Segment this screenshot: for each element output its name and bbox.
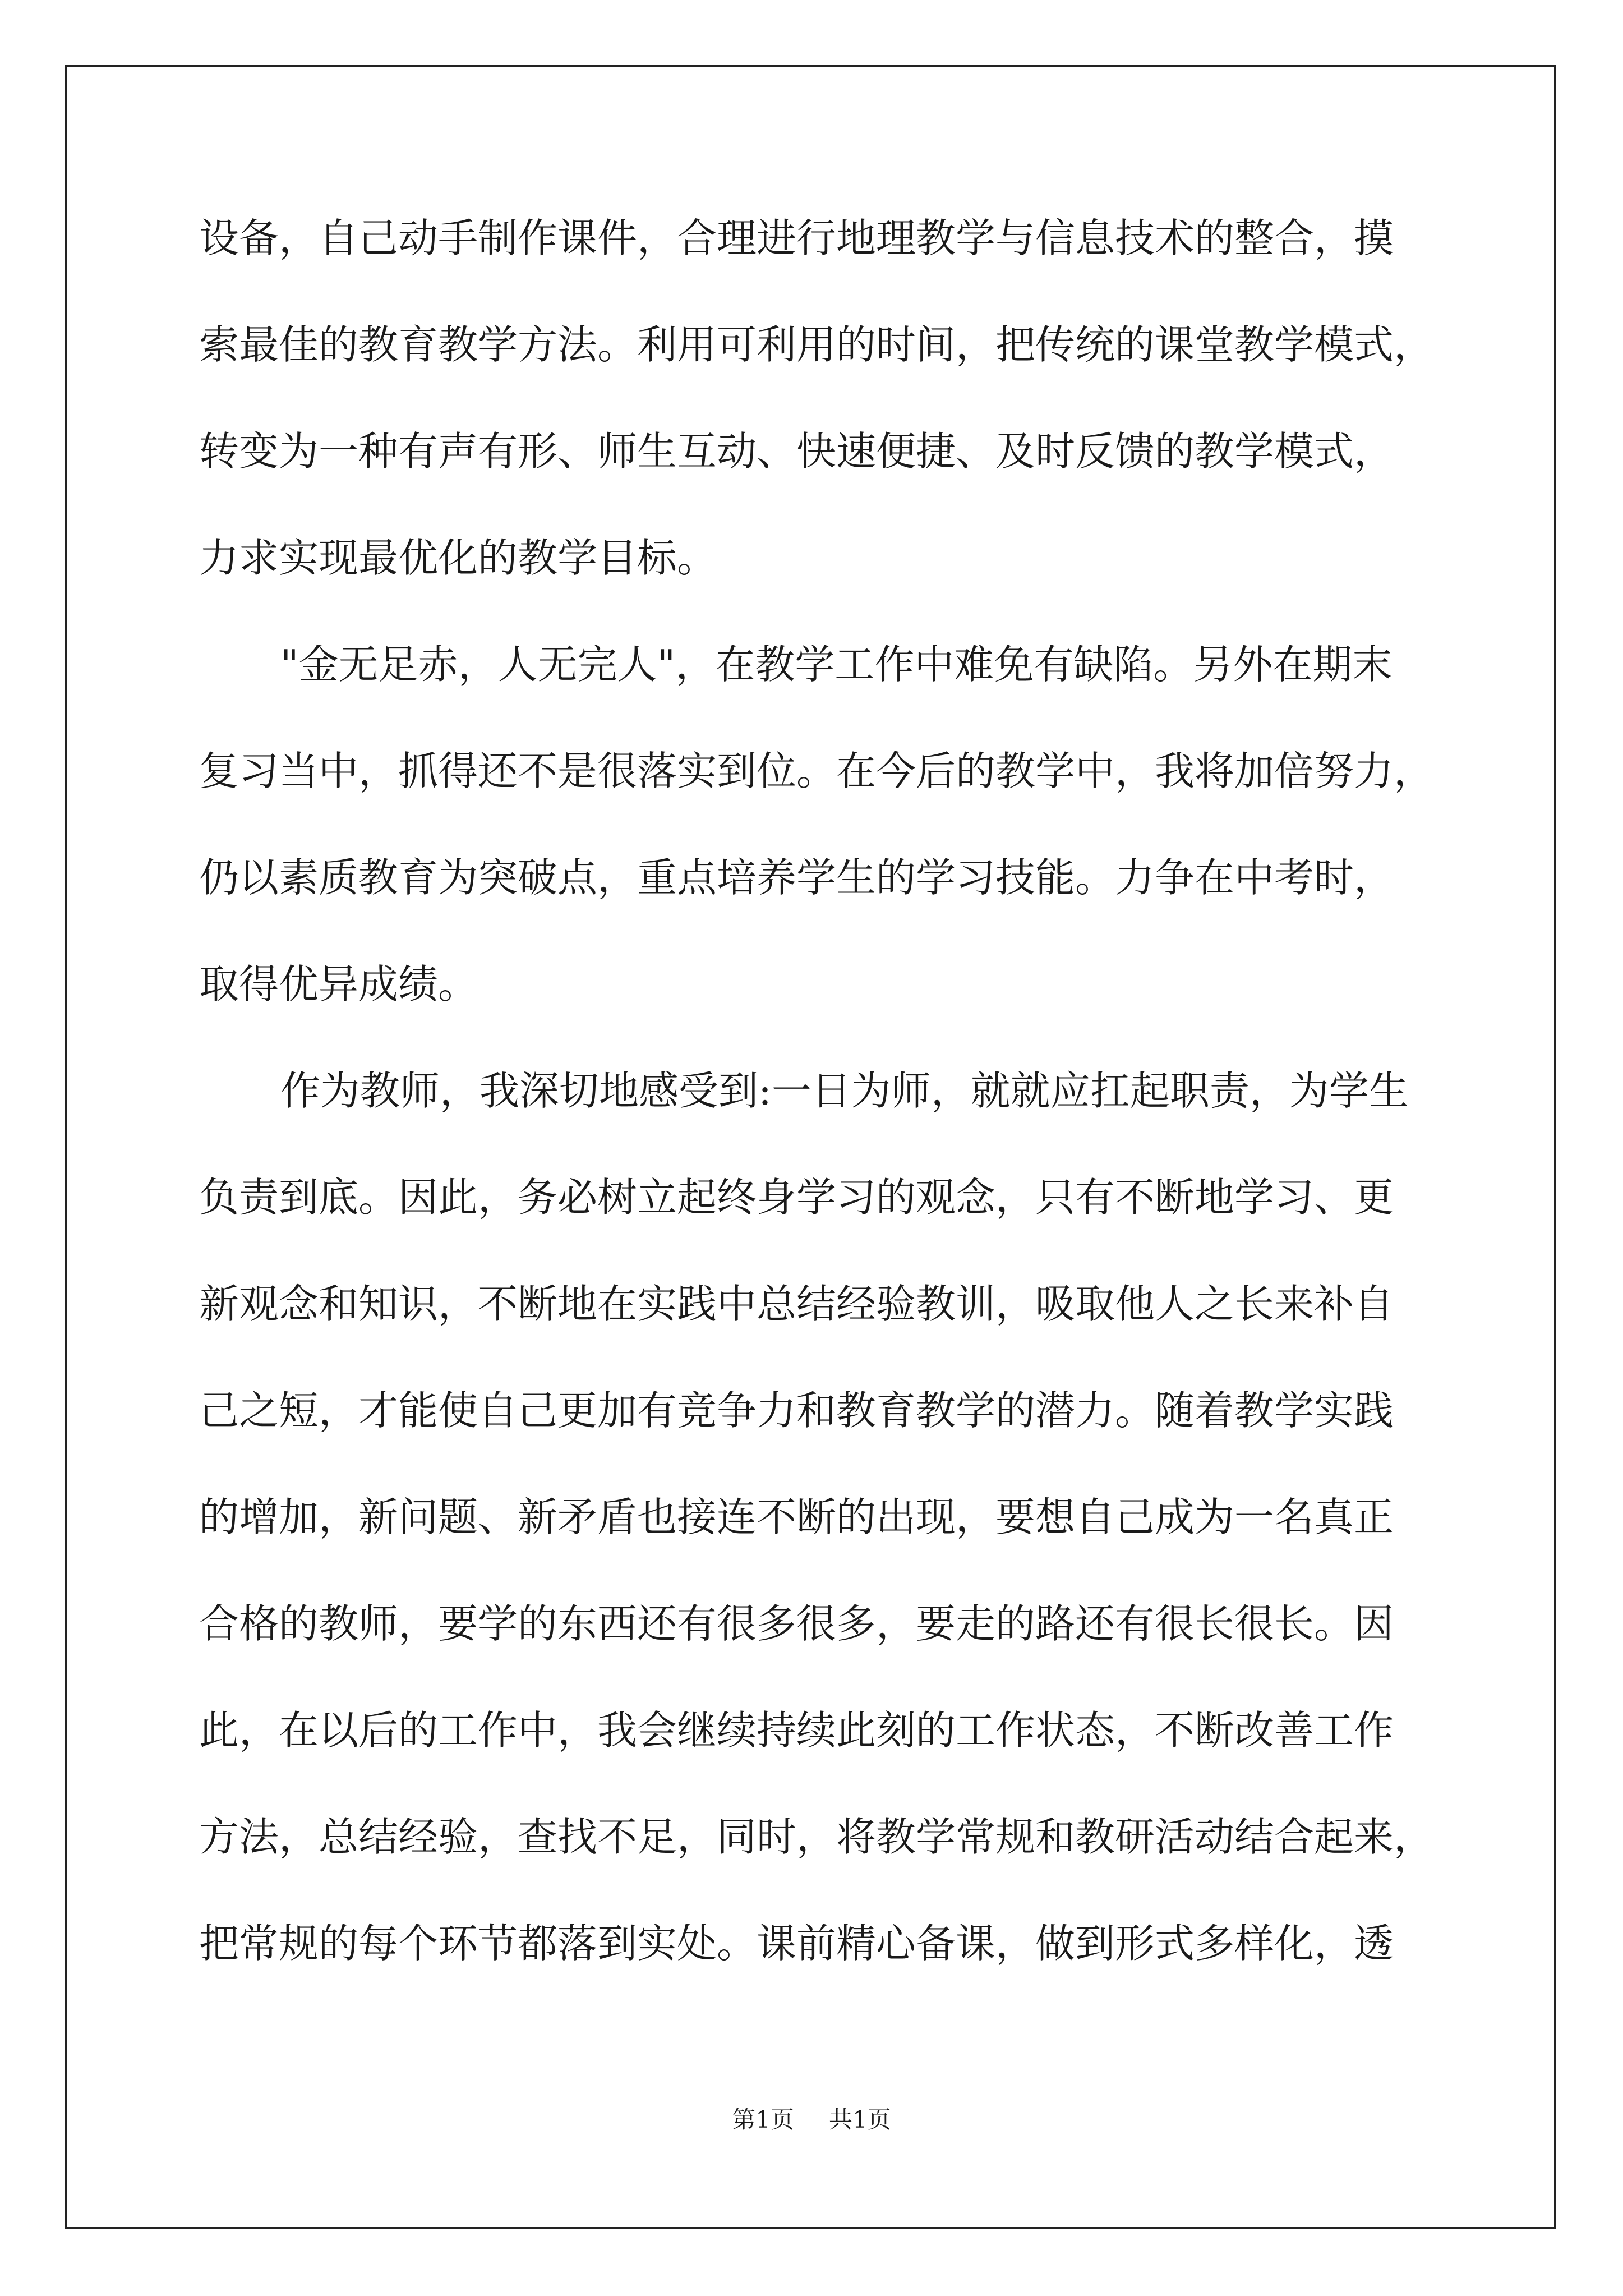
text-line-13: 的增加，新问题、新矛盾也接连不断的出现，要想自己成为一名真正	[199, 1494, 1394, 1540]
text-line-9: 作为教师，我深切地感受到:一日为师，就就应扛起职责，为学生	[280, 1068, 1409, 1114]
document-body	[199, 215, 1434, 2031]
text-line-6: 复习当中，抓得还不是很落实到位。在今后的教学中，我将加倍努力，	[199, 748, 1434, 794]
text-line-5: "金无足赤，人无完人"，在教学工作中难免有缺陷。另外在期末	[280, 641, 1393, 688]
text-line-17: 把常规的每个环节都落到实处。课前精心备课，做到形式多样化，透	[199, 1920, 1394, 1967]
text-line-4: 力求实现最优化的教学目标。	[199, 535, 717, 581]
text-line-3: 转变为一种有声有形、师生互动、快速便捷、及时反馈的教学模式，	[199, 428, 1394, 475]
text-line-10: 负责到底。因此，务必树立起终身学习的观念，只有不断地学习、更	[199, 1174, 1394, 1221]
text-line-14: 合格的教师，要学的东西还有很多很多，要走的路还有很长很长。因	[199, 1600, 1394, 1647]
text-line-11: 新观念和知识，不断地在实践中总结经验教训，吸取他人之长来补自	[199, 1281, 1394, 1327]
text-line-1: 设备，自己动手制作课件，合理进行地理教学与信息技术的整合，摸	[199, 215, 1394, 261]
text-line-12: 己之短，才能使自己更加有竞争力和教育教学的潜力。随着教学实践	[199, 1387, 1394, 1434]
page-number: 第1页	[732, 2106, 794, 2133]
page-total: 共1页	[829, 2106, 891, 2133]
text-line-16: 方法，总结经验，查找不足，同时，将教学常规和教研活动结合起来，	[199, 1814, 1434, 1860]
page-footer	[0, 2108, 1623, 2132]
text-line-7: 仍以素质教育为突破点，重点培养学生的学习技能。力争在中考时，	[199, 854, 1394, 901]
text-line-15: 此，在以后的工作中，我会继续持续此刻的工作状态，不断改善工作	[199, 1707, 1394, 1754]
text-line-2: 索最佳的教育教学方法。利用可利用的时间，把传统的课堂教学模式，	[199, 321, 1434, 368]
text-line-8: 取得优异成绩。	[199, 961, 478, 1007]
